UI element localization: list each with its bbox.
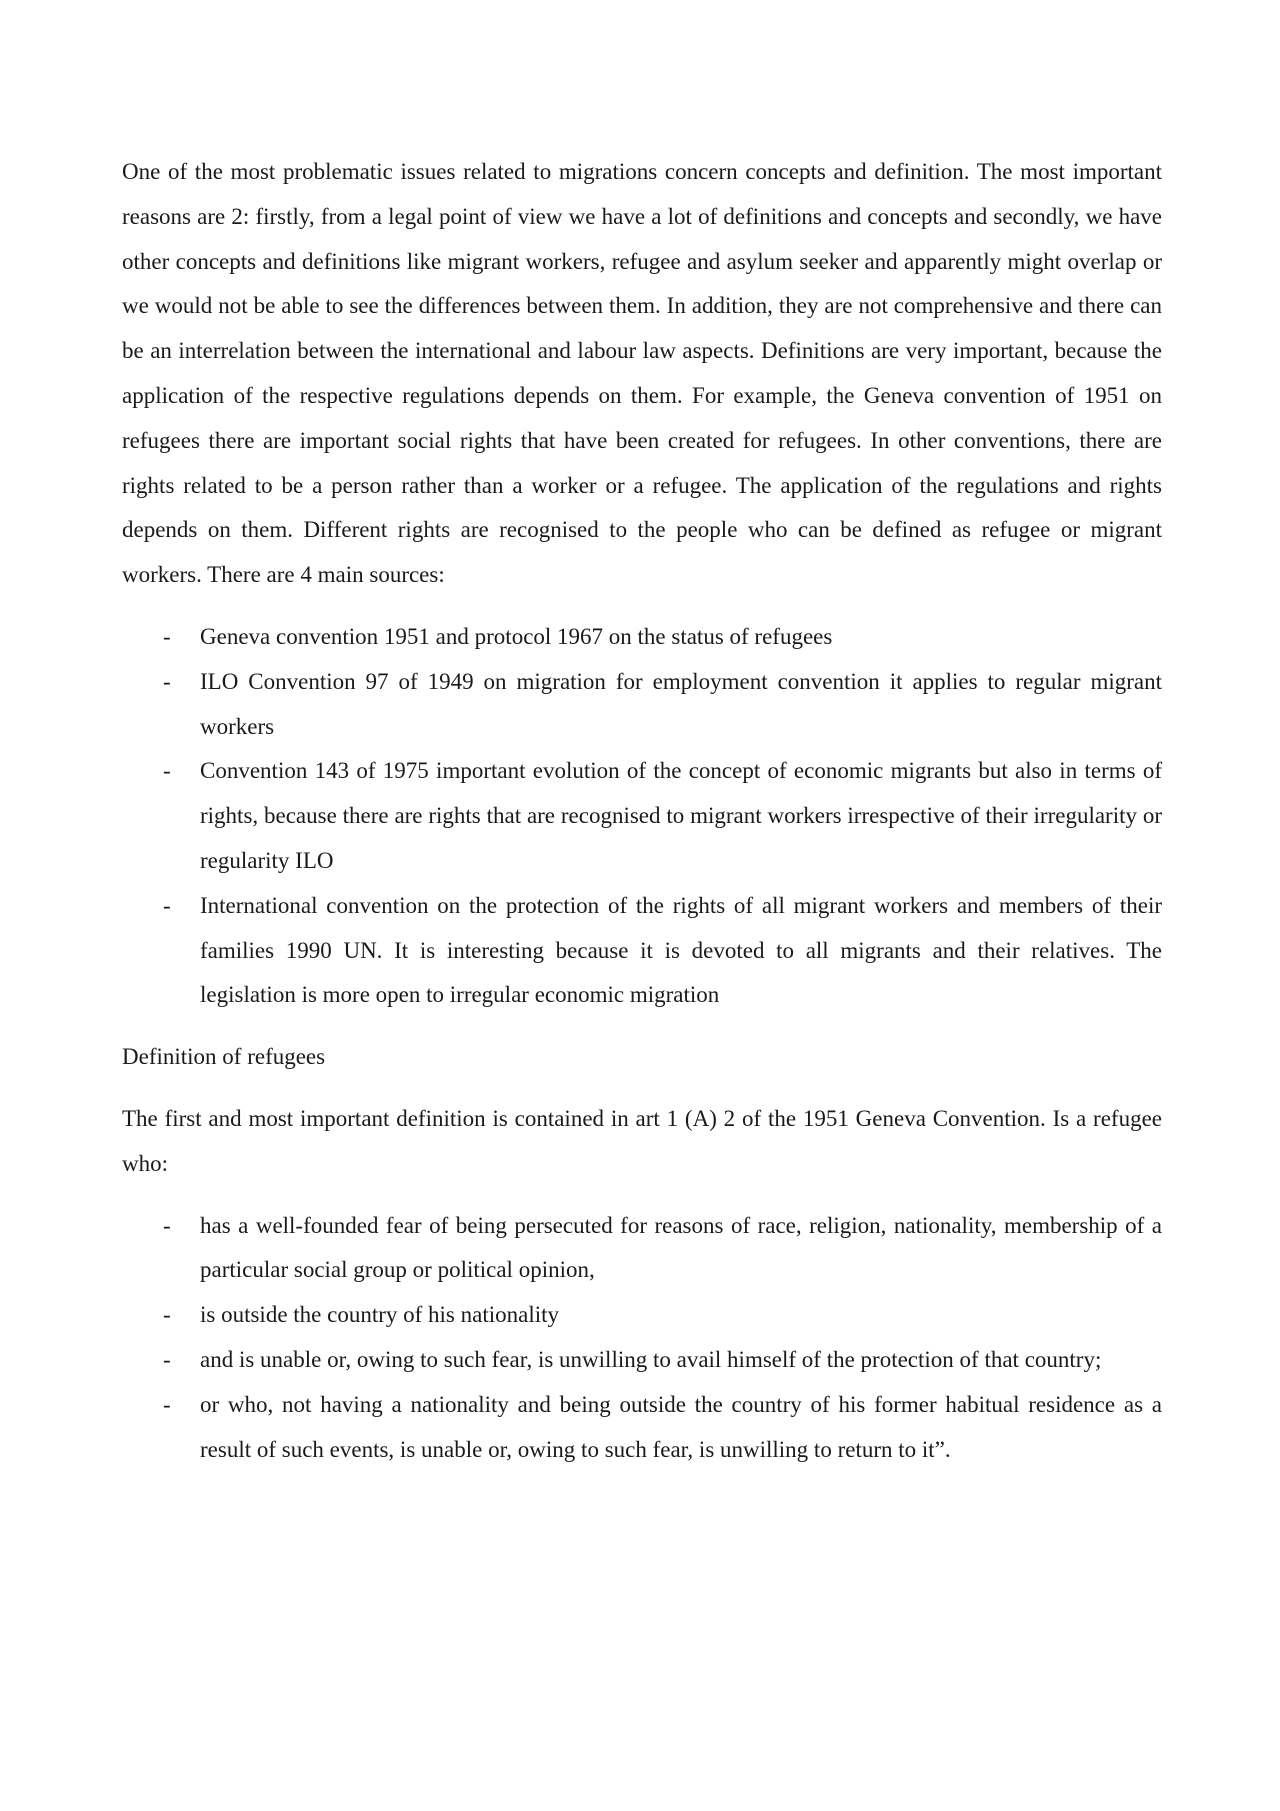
list-item: [122, 884, 1162, 1018]
list-item-text: or who, not having a nationality and being outside the country of his former habitual residence as a result of such events, is unable or, owing to such fear, is unwilling to return to it”.: [200, 1391, 1162, 1462]
definition-intro-paragraph: The first and most important definition is contained in art 1 (A) 2 of the 1951 Geneva Convention. Is a refugee who:: [122, 1105, 1162, 1176]
list-item-text: Convention 143 of 1975 important evolution of the concept of economic migrants but also in terms of rights, because there are rights that are recognised to migrant workers irrespective of their irregularity or regularity ILO: [200, 758, 1162, 873]
list-item: [122, 1293, 1162, 1338]
bullet-dash: -: [163, 1391, 171, 1417]
bullet-dash: -: [163, 623, 171, 649]
list-item: [122, 660, 1162, 750]
bullet-dash: -: [163, 892, 171, 918]
section-heading: Definition of refugees: [122, 1044, 326, 1070]
intro-paragraph: One of the most problematic issues related to migrations concern concepts and definition. The most important reasons are 2: firstly, from a legal point of view we have a lot of definitions and concepts and secondly, we have other concepts and definitions like migrant workers, refugee and asylum seeker and apparently might overlap or we would not be able to see the differences between them. In addition, they are not comprehensive and there can be an interrelation between the international and labour law aspects. Definitions are very important, because the application of the respective regulations depends on them. For example, the Geneva convention of 1951 on refugees there are important social rights that have been created for refugees. In other conventions, there are rights related to be a person rather than a worker or a refugee. The application of the regulations and rights depends on them. Different rights are recognised to the people who can be defined as refugee or migrant workers. There are 4 main sources:: [122, 159, 1162, 588]
criteria-list: [122, 1204, 1162, 1473]
list-item: [122, 749, 1162, 883]
list-item-text: and is unable or, owing to such fear, is unwilling to avail himself of the protection of that country;: [200, 1346, 1102, 1372]
list-item: [122, 615, 1162, 660]
list-item-text: ILO Convention 97 of 1949 on migration for employment convention it applies to regular migrant workers: [200, 668, 1162, 739]
list-item: [122, 1204, 1162, 1294]
bullet-dash: -: [163, 1212, 171, 1238]
document-page: [122, 150, 1162, 1489]
list-item-text: International convention on the protection of the rights of all migrant workers and members of their families 1990 UN. It is interesting because it is devoted to all migrants and their relatives. The legislation is more open to irregular economic migration: [200, 892, 1162, 1008]
list-item-text: is outside the country of his nationality: [200, 1302, 560, 1328]
bullet-dash: -: [163, 1346, 171, 1372]
sources-list: [122, 615, 1162, 1018]
list-item-text: has a well-founded fear of being persecuted for reasons of race, religion, nationality, membership of a particular social group or political opinion,: [200, 1212, 1162, 1283]
list-item: [122, 1383, 1162, 1473]
list-item: [122, 1338, 1162, 1383]
bullet-dash: -: [163, 1302, 171, 1328]
bullet-dash: -: [163, 668, 171, 694]
bullet-dash: -: [163, 758, 171, 784]
list-item-text: Geneva convention 1951 and protocol 1967 on the status of refugees: [200, 623, 833, 649]
